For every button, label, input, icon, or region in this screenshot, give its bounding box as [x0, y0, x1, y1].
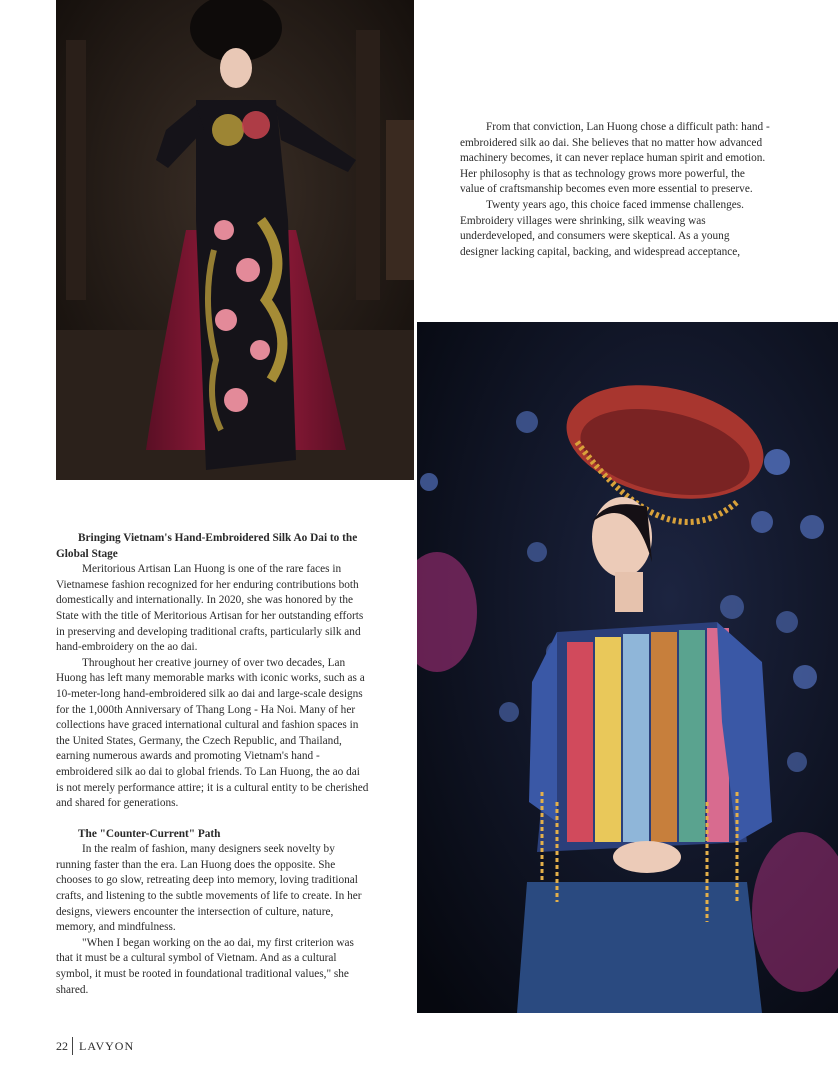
magazine-brand: LAVYON [79, 1039, 135, 1053]
body-paragraph: Twenty years ago, this choice faced immense challenges. Embroidery villages were shrinking, silk weaving was underdeveloped, and consumers were skeptical. As a young designer lacking capital, backing, and widespread acceptance, [460, 198, 744, 258]
body-paragraph: In the realm of fashion, many designers seek novelty by running faster than the era. Lan Huong does the opposite. She chooses to go slow, retreating deep into memory, loving traditional crafts, and listening to the subtle movements of life to create. In her designs, viewers encounter the intersection of culture, nature, memory, and mindfulness. [56, 843, 362, 934]
body-paragraph: "When I began working on the ao dai, my first criterion was that it must be a cultural symbol of Vietnam. And as a cultural symbol, it must be rooted in foundational traditional values," she shared. [56, 936, 354, 996]
body-paragraph: From that conviction, Lan Huong chose a difficult path: hand - embroidered silk ao dai. She believes that no matter how advanced machinery becomes, it can never replace human spirit and emotion. Her philosophy is that as technology grows more powerful, the value of craftsmanship becomes even more essential to preserve. [460, 121, 770, 196]
article-column-top-right [460, 120, 770, 260]
photo-black-ao-dai [56, 0, 414, 480]
section-heading: Bringing Vietnam's Hand-Embroidered Silk Ao Dai to the Global Stage [56, 532, 358, 560]
section-heading: The "Counter-Current" Path [78, 827, 221, 840]
photo-colorful-costume [417, 322, 838, 1013]
photo-colorful-costume-illustration [417, 322, 838, 1013]
body-paragraph: Meritorious Artisan Lan Huong is one of the rare faces in Vietnamese fashion recognized for her enduring contributions both domestically and internationally. In 2020, she was honored by the State with the title of Meritorious Artisan for her outstanding efforts in preserving and developing traditional crafts, particularly silk and hand-embroidery on the ao dai. [56, 563, 364, 654]
photo-black-ao-dai-illustration [56, 0, 414, 480]
footer-divider [72, 1037, 73, 1055]
body-paragraph: Throughout her creative journey of over two decades, Lan Huong has left many memorable marks with iconic works, such as a 10-meter-long hand-embroidered silk ao dai and large-scale designs for the 1,000th Anniversary of Thang Long - Ha Noi. Many of her collections have graced international cultural and fashion spaces in the United States, Germany, the Czech Republic, and Thailand, earning numerous awards and promoting Vietnam's hand - embroidered silk ao dai to global friends. To Lan Huong, the ao dai is not merely performance attire; it is a cultural entity to be cherished and shared for generations. [56, 656, 369, 810]
article-column-left [56, 531, 369, 998]
page-number: 22 [56, 1039, 68, 1053]
